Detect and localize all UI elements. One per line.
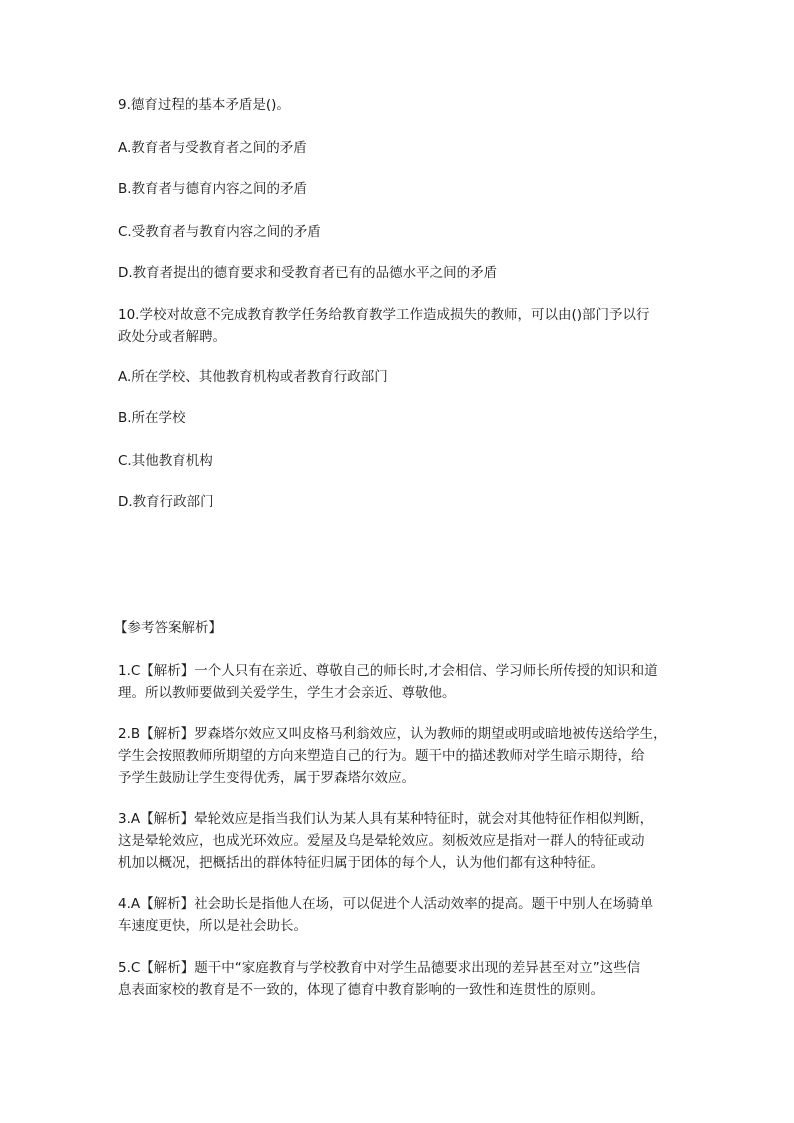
- line: A.教育者与受教育者之间的矛盾: [118, 140, 307, 156]
- answer-2: [118, 723, 688, 789]
- question-9-option-d: [118, 262, 688, 284]
- line: 10.学校对故意不完成教育教学任务给教育教学工作造成损失的教师，可以由()部门予以行: [118, 307, 650, 323]
- line: 车速度更快，所以是社会助长。: [118, 918, 307, 934]
- answer-5: [118, 957, 688, 1001]
- question-9-option-c: [118, 221, 688, 243]
- line: D.教育行政部门: [118, 494, 214, 510]
- line: 3.A【解析】晕轮效应是指当我们认为某人具有某种特征时，就会对其他特征作相似判断，: [118, 811, 654, 827]
- line: 4.A【解析】社会助长是指他人在场，可以促进个人活动效率的提高。题干中别人在场骑单: [118, 896, 654, 912]
- answer-3: [118, 808, 688, 874]
- line: 理。所以教师要做到关爱学生，学生才会亲近、尊敬他。: [118, 685, 456, 701]
- line: 【参考答案解析】: [114, 620, 222, 636]
- line: 息表面家校的教育是不一致的，体现了德育中教育影响的一致性和连贯性的原则。: [118, 982, 604, 998]
- line: B.教育者与德育内容之间的矛盾: [118, 181, 308, 197]
- answers-heading: [114, 617, 684, 639]
- answer-1: [118, 660, 688, 704]
- line: A.所在学校、其他教育机构或者教育行政部门: [118, 369, 388, 385]
- line: B.所在学校: [118, 410, 186, 426]
- line: 1.C【解析】一个人只有在亲近、尊敬自己的师长时,才会相信、学习师长所传授的知识和道: [118, 663, 658, 679]
- question-9-stem: [118, 94, 688, 116]
- line: C.受教育者与教育内容之间的矛盾: [118, 224, 321, 240]
- line: 2.B【解析】罗森塔尔效应又叫皮格马利翁效应，认为教师的期望或明或暗地被传送给学生，: [118, 726, 667, 742]
- line: 9.德育过程的基本矛盾是()。: [118, 97, 290, 113]
- question-10-option-d: [118, 491, 688, 513]
- line: C.其他教育机构: [118, 453, 213, 469]
- question-10-option-c: [118, 450, 688, 472]
- answer-4: [118, 893, 688, 937]
- line: 机加以概况，把概括出的群体特征归属于团体的每个人，认为他们都有这种特征。: [118, 855, 604, 871]
- question-10-stem: [118, 304, 688, 348]
- line: 政处分或者解聘。: [118, 329, 226, 345]
- line: 予学生鼓励让学生变得优秀，属于罗森塔尔效应。: [118, 770, 415, 786]
- line: 这是晕轮效应，也成光环效应。爱屋及乌是晕轮效应。刻板效应是指对一群人的特征或动: [118, 833, 645, 849]
- line: 学生会按照教师所期望的方向来塑造自己的行为。题干中的描述教师对学生暗示期待，给: [118, 748, 645, 764]
- question-10-option-a: [118, 366, 688, 388]
- line: 5.C【解析】题干中“家庭教育与学校教育中对学生品德要求出现的差异甚至对立”这些信: [118, 960, 641, 976]
- line: D.教育者提出的德育要求和受教育者已有的品德水平之间的矛盾: [118, 265, 498, 281]
- question-9-option-b: [118, 178, 688, 200]
- question-10-option-b: [118, 407, 688, 429]
- question-9-option-a: [118, 137, 688, 159]
